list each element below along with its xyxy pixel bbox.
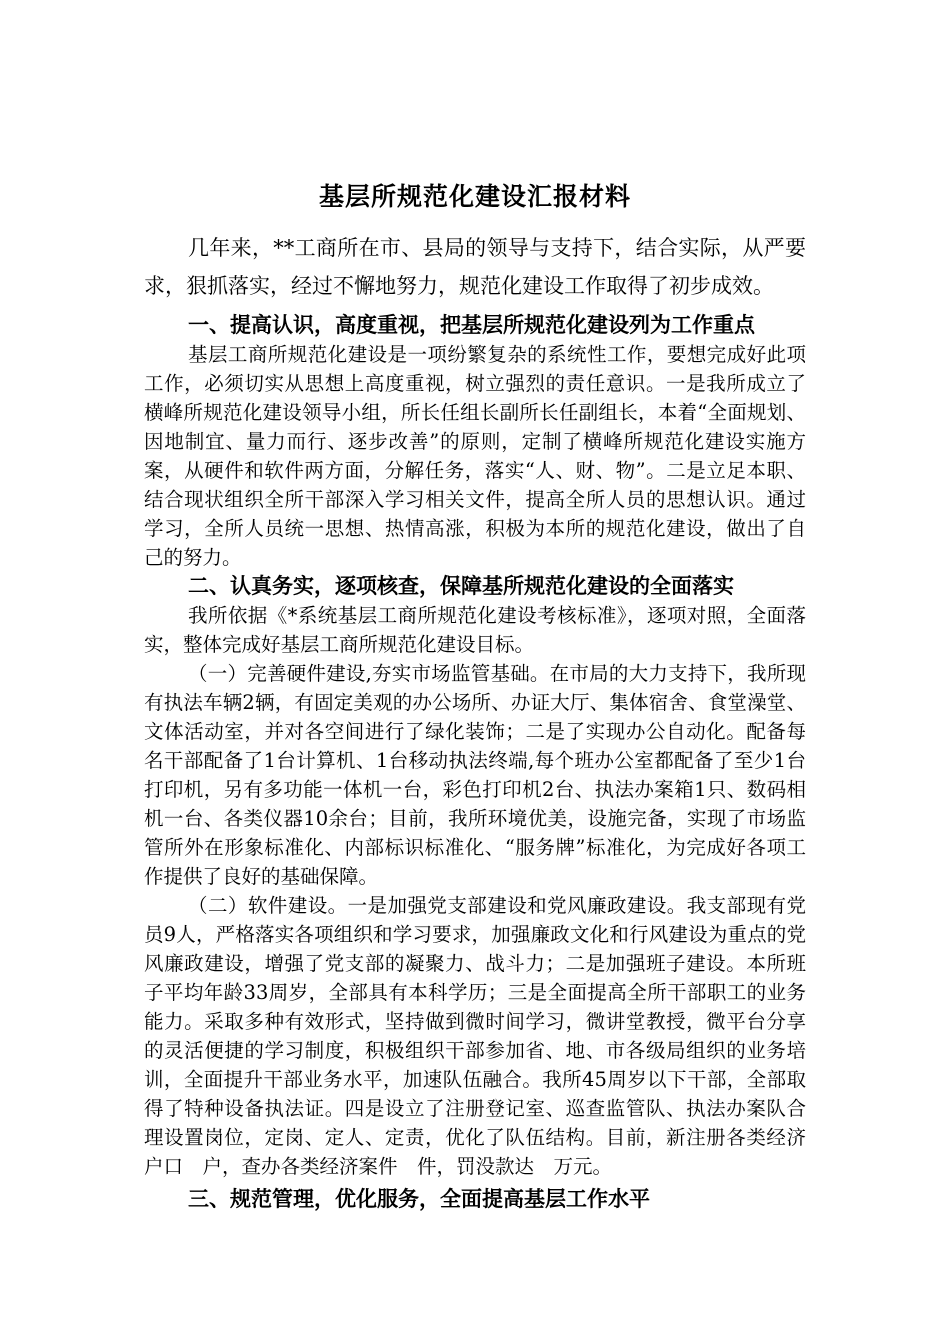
section-2-subsection-1: （一）完善硬件建设,夯实市场监管基础。在市局的大力支持下，我所现有执法车辆2辆，有固定美观的办公场所、办证大厅、集体宿舍、食堂澡堂、文体活动室，并对各空间进行了绿化装饰；二是了实现办公自动化。配备每名干部配备了1台计算机、1台移动执法终端,每个班办公室都配备了至少1台打印机，另有多功能一体机一台，彩色打印机2台、执法办案箱1只、数码相机一台、各类仪器10余台；目前，我所环境优美，设施完备，实现了市场监管所外在形象标准化、内部标识标准化、“服务牌”标准化，为完成好各项工作提供了良好的基础保障。	[144, 662, 806, 888]
intro-paragraph: 几年来，**工商所在市、县局的领导与支持下，结合实际，从严要求，狠抓落实，经过不懈地努力，规范化建设工作取得了初步成效。	[144, 236, 806, 298]
section-2-subsection-2: （二）软件建设。一是加强党支部建设和党风廉政建设。我支部现有党员9人，严格落实各项组织和学习要求，加强廉政文化和行风建设为重点的党风廉政建设，增强了党支部的凝聚力、战斗力；二是加强班子建设。本所班子平均年龄33周岁，全部具有本科学历；三是全面提高全所干部职工的业务能力。采取多种有效形式，坚持做到微时间学习，微讲堂教授，微平台分享的灵活便捷的学习制度，积极组织干部参加省、地、市各级局组织的业务培训，全面提升干部业务水平，加速队伍融合。我所45周岁以下干部，全部取得了特种设备执法证。四是设立了注册登记室、巡查监管队、执法办案队合理设置岗位，定岗、定人、定责，优化了队伍结构。目前，新注册各类经济户口 户，查办各类经济案件 件，罚没款达 万元。	[144, 894, 806, 1178]
document-title: 基层所规范化建设汇报材料	[318, 182, 631, 211]
section-1-heading: 一、提高认识，高度重视，把基层所规范化建设列为工作重点	[188, 313, 755, 337]
section-3-heading: 三、规范管理，优化服务，全面提高基层工作水平	[188, 1187, 650, 1211]
document-page	[144, 175, 806, 1214]
section-2-heading: 二、认真务实，逐项核查，保障基所规范化建设的全面落实	[188, 574, 734, 598]
section-1-paragraph: 基层工商所规范化建设是一项纷繁复杂的系统性工作，要想完成好此项工作，必须切实从思想上高度重视，树立强烈的责任意识。一是我所成立了横峰所规范化建设领导小组，所长任组长副所长任副组长，本着“全面规划、因地制宜、量力而行、逐步改善”的原则，定制了横峰所规范化建设实施方案，从硬件和软件两方面，分解任务，落实“人、财、物”。二是立足本职、结合现状组织全所干部深入学习相关文件，提高全所人员的思想认识。通过学习，全所人员统一思想、热情高涨，积极为本所的规范化建设，做出了自己的努力。	[144, 343, 806, 569]
section-2-paragraph: 我所依据《*系统基层工商所规范化建设考核标准》，逐项对照，全面落实，整体完成好基层工商所规范化建设目标。	[144, 604, 806, 656]
